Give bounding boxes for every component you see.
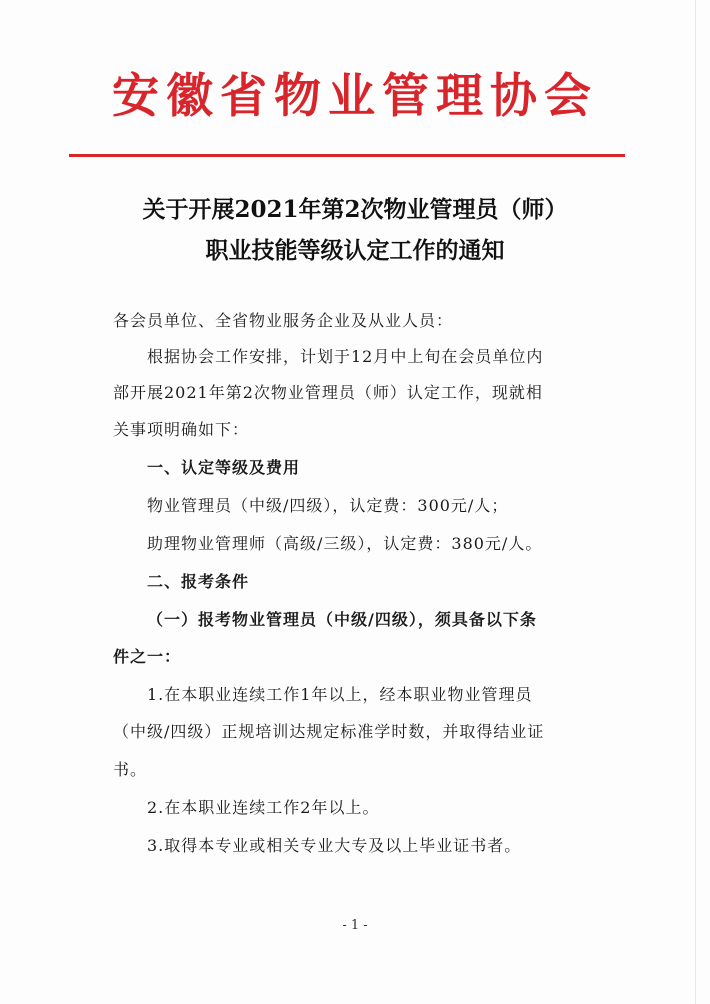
condition-3: 3.取得本专业或相关专业大专及以上毕业证书者。	[147, 836, 522, 855]
section1-heading: 一、认定等级及费用	[147, 458, 301, 477]
letterhead-org-name: 安徽省物业管理协会	[112, 69, 598, 124]
section2-heading: 二、报考条件	[147, 572, 250, 591]
document-title-line2: 职业技能等级认定工作的通知	[205, 237, 505, 264]
intro-line1: 根据协会工作安排，计划于12月中上旬在会员单位内	[147, 347, 544, 366]
document-title-line1: 关于开展2021年第2次物业管理员（师）	[142, 196, 568, 223]
condition-2: 2.在本职业连续工作2年以上。	[147, 798, 380, 817]
condition-1-line2: （中级/四级）正规培训达规定标准学时数，并取得结业证	[113, 722, 545, 741]
fee-item-1: 物业管理员（中级/四级），认定费：300元/人；	[147, 496, 509, 515]
condition-1-line1: 1.在本职业连续工作1年以上，经本职业物业管理员	[147, 685, 533, 704]
intro-line2: 部开展2021年第2次物业管理员（师）认定工作，现就相	[113, 383, 543, 402]
letterhead-red-rule	[69, 154, 625, 157]
scan-edge-line	[695, 0, 696, 1004]
fee-item-2: 助理物业管理师（高级/三级），认定费：380元/人。	[147, 534, 543, 553]
subsection1-heading-line1: （一）报考物业管理员（中级/四级），须具备以下条	[147, 610, 537, 629]
condition-1-line3: 书。	[113, 760, 148, 779]
subsection1-heading-line2: 件之一：	[113, 647, 182, 666]
intro-line3: 关事项明确如下：	[113, 420, 250, 439]
page-number: - 1 -	[342, 918, 368, 933]
salutation: 各会员单位、全省物业服务企业及从业人员：	[113, 311, 454, 330]
